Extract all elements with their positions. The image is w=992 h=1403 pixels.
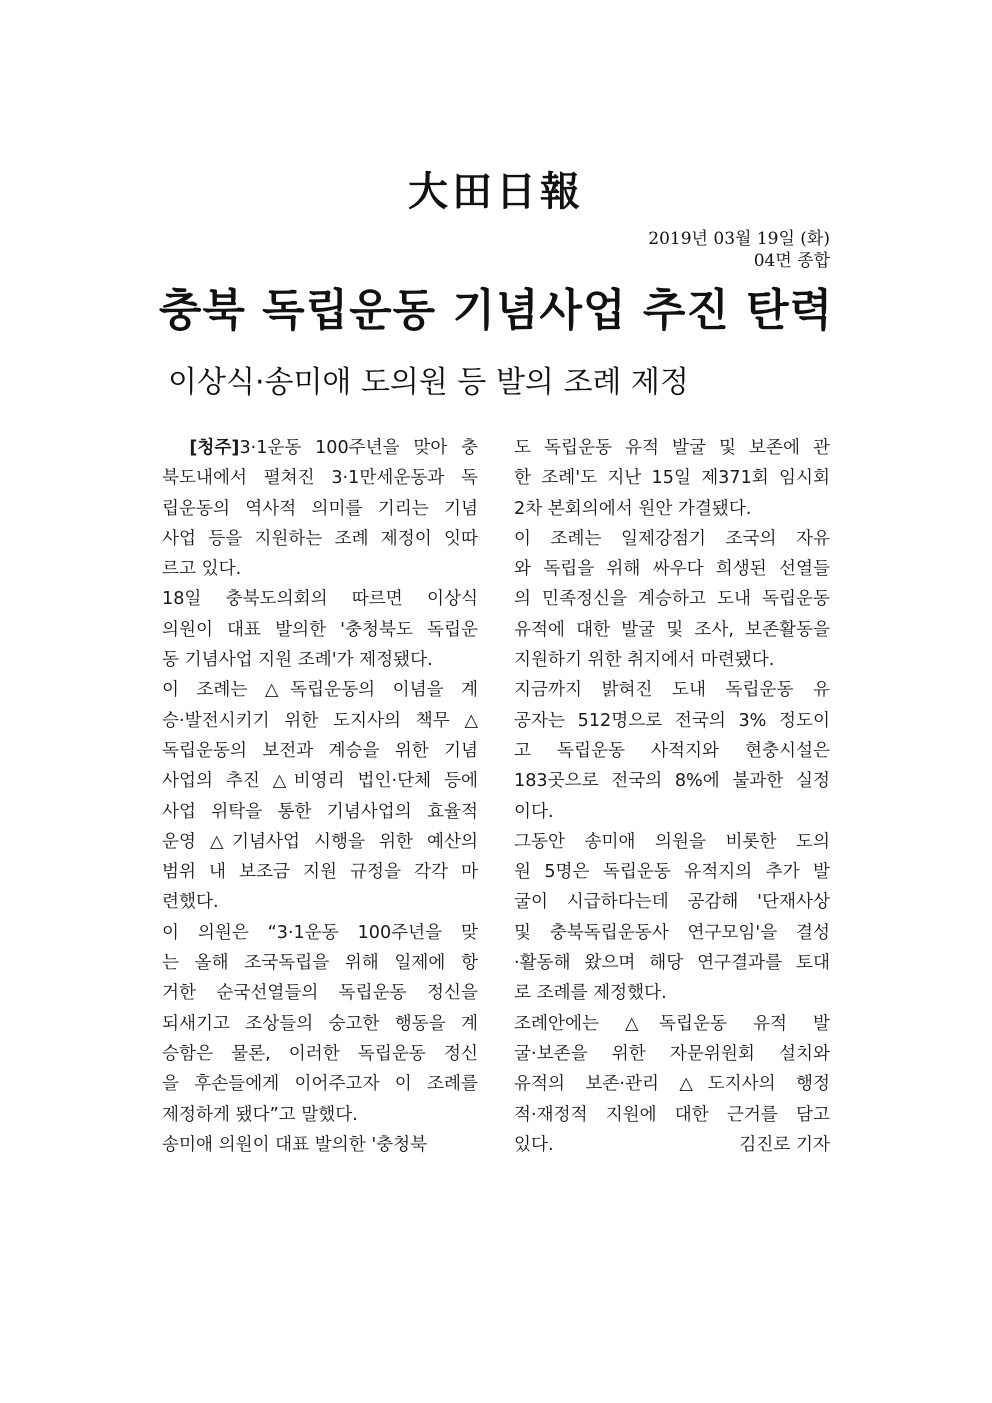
article-line: 제정하게 됐다”고 말했다. bbox=[162, 1104, 358, 1125]
article-line: 183곳으로 전국의 8%에 불과한 실정 bbox=[514, 771, 830, 792]
article-line: 지원하기 위한 취지에서 마련됐다. bbox=[514, 650, 775, 671]
article-line: 및 충북독립운동사 연구모임'을 결성 bbox=[514, 922, 830, 943]
article-line: 와 독립을 위해 싸우다 희생된 선열들 bbox=[514, 559, 830, 580]
article-line: 지금까지 밝혀진 도내 독립운동 유 bbox=[514, 680, 830, 701]
article-line: 북도내에서 펼쳐진 3·1만세운동과 독 bbox=[162, 468, 478, 489]
article-line: 승함은 물론, 이러한 독립운동 정신 bbox=[162, 1043, 478, 1064]
article-line: 굴·보존을 위한 자문위원회 설치와 bbox=[514, 1043, 830, 1064]
article-line: 유적의 보존·관리 △도지사의 행정 bbox=[514, 1074, 830, 1095]
article-line: 사업 등을 지원하는 조례 제정이 잇따 bbox=[162, 528, 478, 549]
article-line-text: 3·1운동 100주년을 맞아 충 bbox=[239, 438, 478, 458]
article-line: 승·발전시키기 위한 도지사의 책무 △ bbox=[162, 710, 478, 731]
article-subhead: 이상식·송미애 도의원 등 발의 조례 제정 bbox=[168, 365, 689, 400]
article-line: 한 조례'도 지난 15일 제371회 임시회 bbox=[514, 468, 830, 489]
article-line: ·활동해 왔으며 해당 연구결과를 토대 bbox=[514, 953, 830, 974]
article-line: 이 의원은 “3·1운동 100주년을 맞 bbox=[162, 922, 478, 943]
article-line: 운영 △기념사업 시행을 위한 예산의 bbox=[162, 831, 478, 852]
article-line: 의원이 대표 발의한 '충청북도 독립운 bbox=[162, 619, 478, 640]
article-line: 로 조례를 제정했다. bbox=[514, 983, 667, 1004]
article-line: 을 후손들에게 이어주고자 이 조례를 bbox=[162, 1074, 478, 1095]
article-headline: 충북 독립운동 기념사업 추진 탄력 bbox=[158, 285, 834, 336]
article-line: 적·재정적 지원에 대한 근거를 담고 bbox=[514, 1104, 830, 1125]
reporter-byline: 김진로 기자 bbox=[739, 1134, 830, 1155]
article-line: 고 독립운동 사적지와 현충시설은 bbox=[514, 740, 830, 761]
article-line: 이다. bbox=[514, 801, 554, 822]
article-line: 도 독립운동 유적 발굴 및 보존에 관 bbox=[514, 438, 830, 458]
article-line: 굴이 시급하다는데 공감해 '단재사상 bbox=[514, 892, 830, 913]
dateline bbox=[530, 228, 830, 272]
article-line: 원 5명은 독립운동 유적지의 추가 발 bbox=[514, 862, 830, 883]
article-line: 유적에 대한 발굴 및 조사, 보존활동을 bbox=[514, 619, 830, 640]
article-line: 송미애 의원이 대표 발의한 '충청북 bbox=[162, 1134, 428, 1155]
article-line: 거한 순국선열들의 독립운동 정신을 bbox=[162, 983, 478, 1004]
article-column-left bbox=[162, 433, 478, 1160]
article-line: 범위 내 보조금 지원 규정을 각각 마 bbox=[162, 862, 478, 883]
article-line: 련했다. bbox=[162, 892, 219, 913]
article-line: 공자는 512명으로 전국의 3% 정도이 bbox=[514, 710, 830, 731]
article-line: 사업 위탁을 통한 기념사업의 효율적 bbox=[162, 801, 478, 822]
article-line: 의 민족정신을 계승하고 도내 독립운동 bbox=[514, 589, 830, 610]
article-line: 독립운동의 보전과 계승을 위한 기념 bbox=[162, 740, 478, 761]
article-column-right bbox=[514, 433, 830, 1160]
article-line: 2차 본회의에서 원안 가결됐다. bbox=[514, 498, 752, 519]
publication-date: 2019년 03월 19일 (화) bbox=[648, 229, 830, 249]
article-line: 그동안 송미애 의원을 비롯한 도의 bbox=[514, 831, 830, 852]
article-line: 립운동의 역사적 의미를 기리는 기념 bbox=[162, 498, 478, 519]
article-line: 이 조례는 △독립운동의 이념을 계 bbox=[162, 680, 478, 701]
article-line: 이 조례는 일제강점기 조국의 자유 bbox=[514, 528, 830, 549]
article-line: 18일 충북도의회의 따르면 이상식 bbox=[162, 589, 478, 610]
article-line: 는 올해 조국독립을 위해 일제에 항 bbox=[162, 953, 478, 974]
article-line: 조례안에는 △독립운동 유적 발 bbox=[514, 1013, 830, 1034]
article-line: 되새기고 조상들의 숭고한 행동을 계 bbox=[162, 1013, 478, 1034]
article-last-line bbox=[514, 1130, 830, 1160]
article-line-text: 있다. bbox=[514, 1134, 554, 1155]
page-section: 04면 종합 bbox=[753, 251, 830, 271]
article-line: 동 기념사업 지원 조례'가 제정됐다. bbox=[162, 650, 433, 671]
article-line: 사업의 추진 △비영리 법인·단체 등에 bbox=[162, 771, 478, 792]
newspaper-masthead: 大田日報 bbox=[408, 168, 584, 215]
dateline-location: [청주] bbox=[189, 438, 240, 458]
article-line bbox=[162, 433, 478, 463]
article-line: 르고 있다. bbox=[162, 559, 242, 580]
